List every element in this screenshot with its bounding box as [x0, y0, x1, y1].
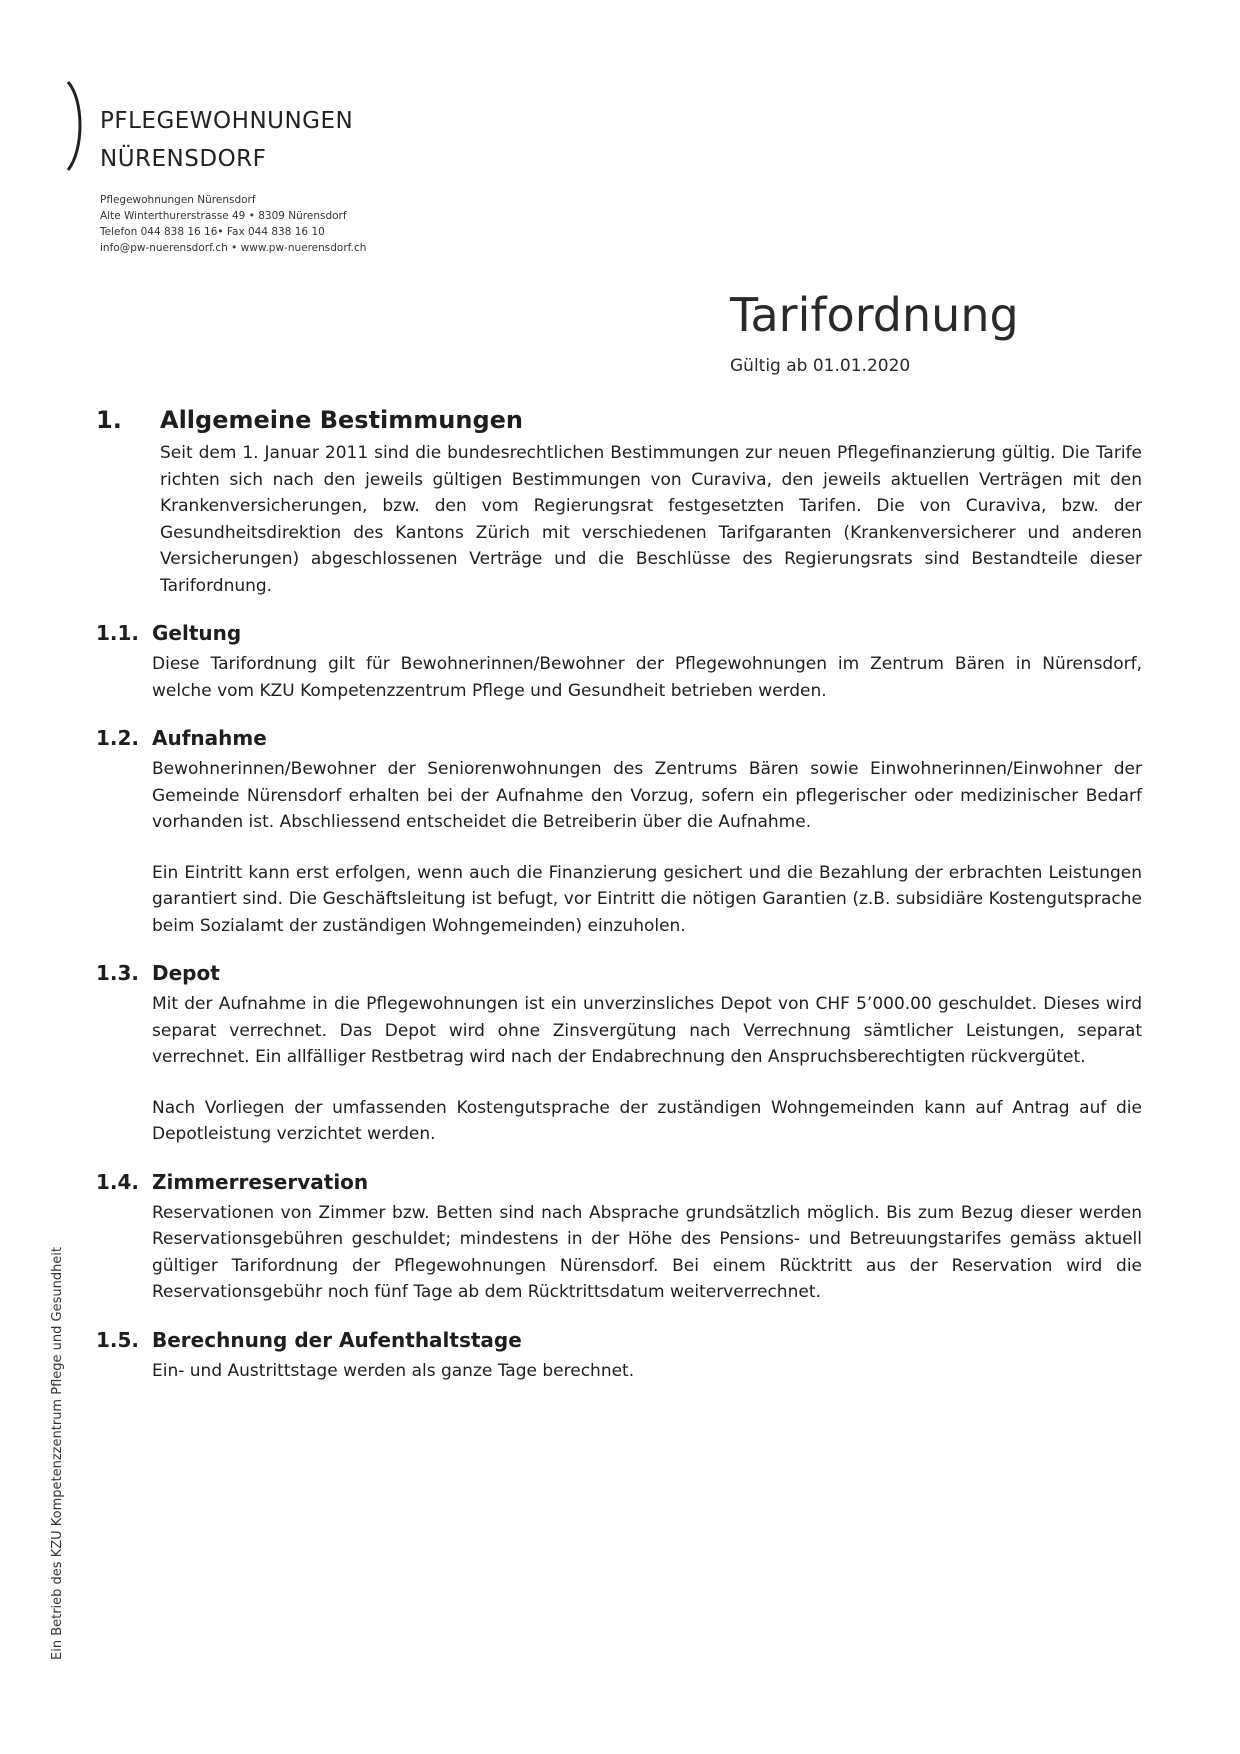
subsection-title: Berechnung der Aufenthaltstage [152, 1327, 522, 1352]
address-line: Alte Winterthurerstrasse 49 • 8309 Nürensdorf [100, 210, 347, 222]
document-title: Tarifordnung [730, 288, 1019, 342]
subsection-paragraph: Diese Tarifordnung gilt für Bewohnerinnen/Bewohner der Pflegewohnungen im Zentrum Bären in Nürensdorf, welche vom KZU Kompetenzzentrum Pflege und Gesundheit betrieben werden. [152, 654, 1142, 701]
vertical-footer-text: Ein Betrieb des KZU Kompetenzzentrum Pflege und Gesundheit [50, 1246, 65, 1660]
subsection-paragraph: Ein Eintritt kann erst erfolgen, wenn auch die Finanzierung gesichert und die Bezahlung der erbrachten Leistungen garantiert sind. Die Geschäftsleitung ist befugt, vor Eintritt die nötigen Garantien (z.B. subsidiäre Kostengutsprache beim Sozialamt der zuständigen Wohngemeinden) einzuholen. [152, 862, 1142, 936]
subsection-number: 1.4. [96, 1169, 140, 1194]
subsection-number: 1.5. [96, 1327, 140, 1352]
document-body [96, 406, 1146, 1384]
subsection-paragraph: Mit der Aufnahme in die Pflegewohnungen ist ein unverzinsliches Depot von CHF 5’000.00 geschuldet. Dieses wird separat verrechnet. Das Depot wird ohne Zinsvergütung nach Verrechnung sämtlicher Leistungen, separat verrechnet. Ein allfälliger Restbetrag wird nach der Endabrechnung den Anspruchsberechtigten rückvergütet. [152, 994, 1142, 1067]
section-paragraph: Seit dem 1. Januar 2011 sind die bundesrechtlichen Bestimmungen zur neuen Pflegefinanzierung gültig. Die Tarife richten sich nach den jeweils gültigen Bestimmungen von Curaviva, den jeweils aktuellen Verträgen mit den Krankenversicherungen, bzw. den vom Regierungsrat festgesetzten Tarifen. Die von Curaviva, bzw. der Gesundheitsdirektion des Kantons Zürich mit verschiedenen Tarifgaranten (Krankenversicherer und anderen Versicherungen) abgeschlossenen Verträge und die Beschlüsse des Regierungsrats sind Bestandteile dieser Tarifordnung. [160, 443, 1142, 596]
logo-bracket-icon [64, 80, 86, 172]
subsection-title: Geltung [152, 621, 242, 645]
subsection-number: 1.2. [96, 726, 140, 750]
subsection-number: 1.3. [96, 961, 140, 985]
section-number: 1. [96, 406, 122, 434]
subsection-heading [96, 1170, 1146, 1194]
subsection-title: Aufnahme [152, 726, 267, 750]
subsection-paragraph: Ein- und Austrittstage werden als ganze Tage berechnet. [152, 1360, 635, 1381]
valid-from-date: Gültig ab 01.01.2020 [730, 356, 911, 376]
subsection-heading [96, 621, 1146, 645]
subsection-heading [96, 726, 1146, 750]
subsection-number: 1.1. [96, 621, 140, 645]
subsection-heading [96, 961, 1146, 985]
logo-text-line2: NÜRENSDORF [100, 146, 267, 172]
section-title: Allgemeine Bestimmungen [160, 406, 523, 434]
subsection-title: Zimmerreservation [152, 1169, 369, 1194]
subsection-paragraph: Nach Vorliegen der umfassenden Kostengutsprache der zuständigen Wohngemeinden kann auf Antrag auf die Depotleistung verzichtet werden. [152, 1097, 1142, 1144]
address-line: info@pw-nuerensdorf.ch • www.pw-nuerensdorf.ch [100, 242, 367, 254]
section-heading [96, 406, 1146, 434]
address-line: Telefon 044 838 16 16• Fax 044 838 16 10 [100, 226, 325, 238]
sender-address [100, 192, 366, 256]
subsection-paragraph: Reservationen von Zimmer bzw. Betten sind nach Absprache grundsätzlich möglich. Bis zum Bezug dieser werden Reservationsgebühren geschuldet; mindestens in der Höhe des Pensions- und Betreuungstarifes gemäss aktuell gültiger Tarifordnung der Pflegewohnungen Nürensdorf. Bei einem Rücktritt aus der Reservation wird die Reservationsgebühr noch fünf Tage ab dem Rücktrittsdatum weiterverrechnet. [152, 1202, 1142, 1302]
address-line: Pflegewohnungen Nürensdorf [100, 194, 256, 206]
subsection-heading [96, 1328, 1146, 1352]
logo-text-line1: PFLEGEWOHNUNGEN [100, 108, 354, 134]
subsection-title: Depot [152, 961, 220, 985]
subsection-paragraph: Bewohnerinnen/Bewohner der Seniorenwohnungen des Zentrums Bären sowie Einwohnerinnen/Einwohner der Gemeinde Nürensdorf erhalten bei der Aufnahme den Vorzug, sofern ein pflegerischer oder medizinischer Bedarf vorhanden ist. Abschliessend entscheidet die Betreiberin über die Aufnahme. [152, 759, 1142, 832]
